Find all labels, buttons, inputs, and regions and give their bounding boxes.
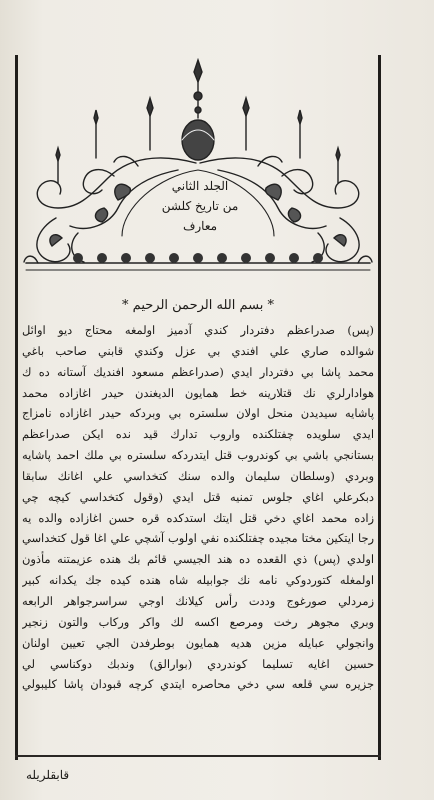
catchword: قابقلريله: [26, 768, 70, 782]
page-frame-right-rule: [378, 55, 381, 760]
text-line: وبري مجوهر رخت ومرصع اكسه لك واكر وركاب والتون زنجير: [22, 614, 374, 629]
text-line: اولمغله كتوردوكي نامه نك جوابيله شاه هنده كيده جك يكدانه كبير: [22, 573, 374, 588]
text-line: بستانجي باشي بي كوندروب قتل ايتدردكه سلستره بي ملك احمد پاشايه: [22, 448, 374, 463]
body-text: [22, 320, 374, 695]
text-line: حسين اغايه تسليما كوندردي (بوارالق) وندبك دوكناسي لي: [22, 656, 374, 671]
text-line: پاشايه سيديدن منحل اولان سلستره بي وبردكه حيدر اغازاده نامزاج: [22, 406, 374, 421]
text-line: وانجولي عبايله مزين هديه همايون بوطرفدن الجي تعيين اولنان: [22, 635, 374, 650]
heading-line-1: الجلد الثاني: [171, 179, 229, 193]
basmala: * بسم الله الرحمن الرحيم *: [122, 298, 274, 313]
text-line: شوالده صاري علي افندي بي عزل وكندي قابني صاحب باغي: [22, 343, 374, 358]
text-line: هوادارلري نك قتلارينه خط همايون الديغندن حيدر اغازاده محمد: [22, 385, 374, 400]
text-line: اولدي (پس) ذي القعده ده هند الجيسي قائم بك هنده عزيمتنه مأذون: [22, 552, 374, 567]
text-line: زمردلي صورغوج وددت رأس كيلانك اوجي سراسرجواهر الرابعه: [22, 593, 374, 608]
text-line: ايدي سلويده چفتلكنده واروب تدارك قيد نده ايكن صدراعظم: [22, 427, 374, 442]
text-line: وبردي (وسلطان سليمان والده سنك كتخداسي علي اغانك سابقا: [22, 468, 374, 483]
text-line: رجا ايتكين مختا مجيده چفتلكنده نفي اولوب آشچي علي اغا قول كتخداسي: [22, 531, 374, 546]
text-line: زاده محمد اغاي دخي قتل ايتك استدكده قره حسن اغازاده والده يه: [22, 510, 374, 525]
page-frame-bottom-rule: [15, 755, 381, 757]
text-line: دبكرعلي اغاي جلوس تمنيه قتل ايدي (وقول كتخداسي كيچه چي: [22, 489, 374, 504]
text-line: (پس) صدراعظم دفتردار كندي آدميز اولمغه محتاج ديو اوائل: [22, 323, 374, 337]
heading-line-2: من تاريخ كلشن: [161, 199, 239, 213]
text-line: محمد پاشا بي دفتردار ايدي (صدراعظم مسعود افنديك آستانه ده ك: [22, 364, 374, 379]
heading-line-3: معارف: [182, 219, 218, 233]
volume-heading: [120, 176, 280, 236]
text-line: جزيره سي قلعه سي دخي محاصره ايتدي كرچه قبودان پاشا كليبولي: [22, 677, 374, 692]
floral-headpiece-ornament: [18, 58, 378, 273]
